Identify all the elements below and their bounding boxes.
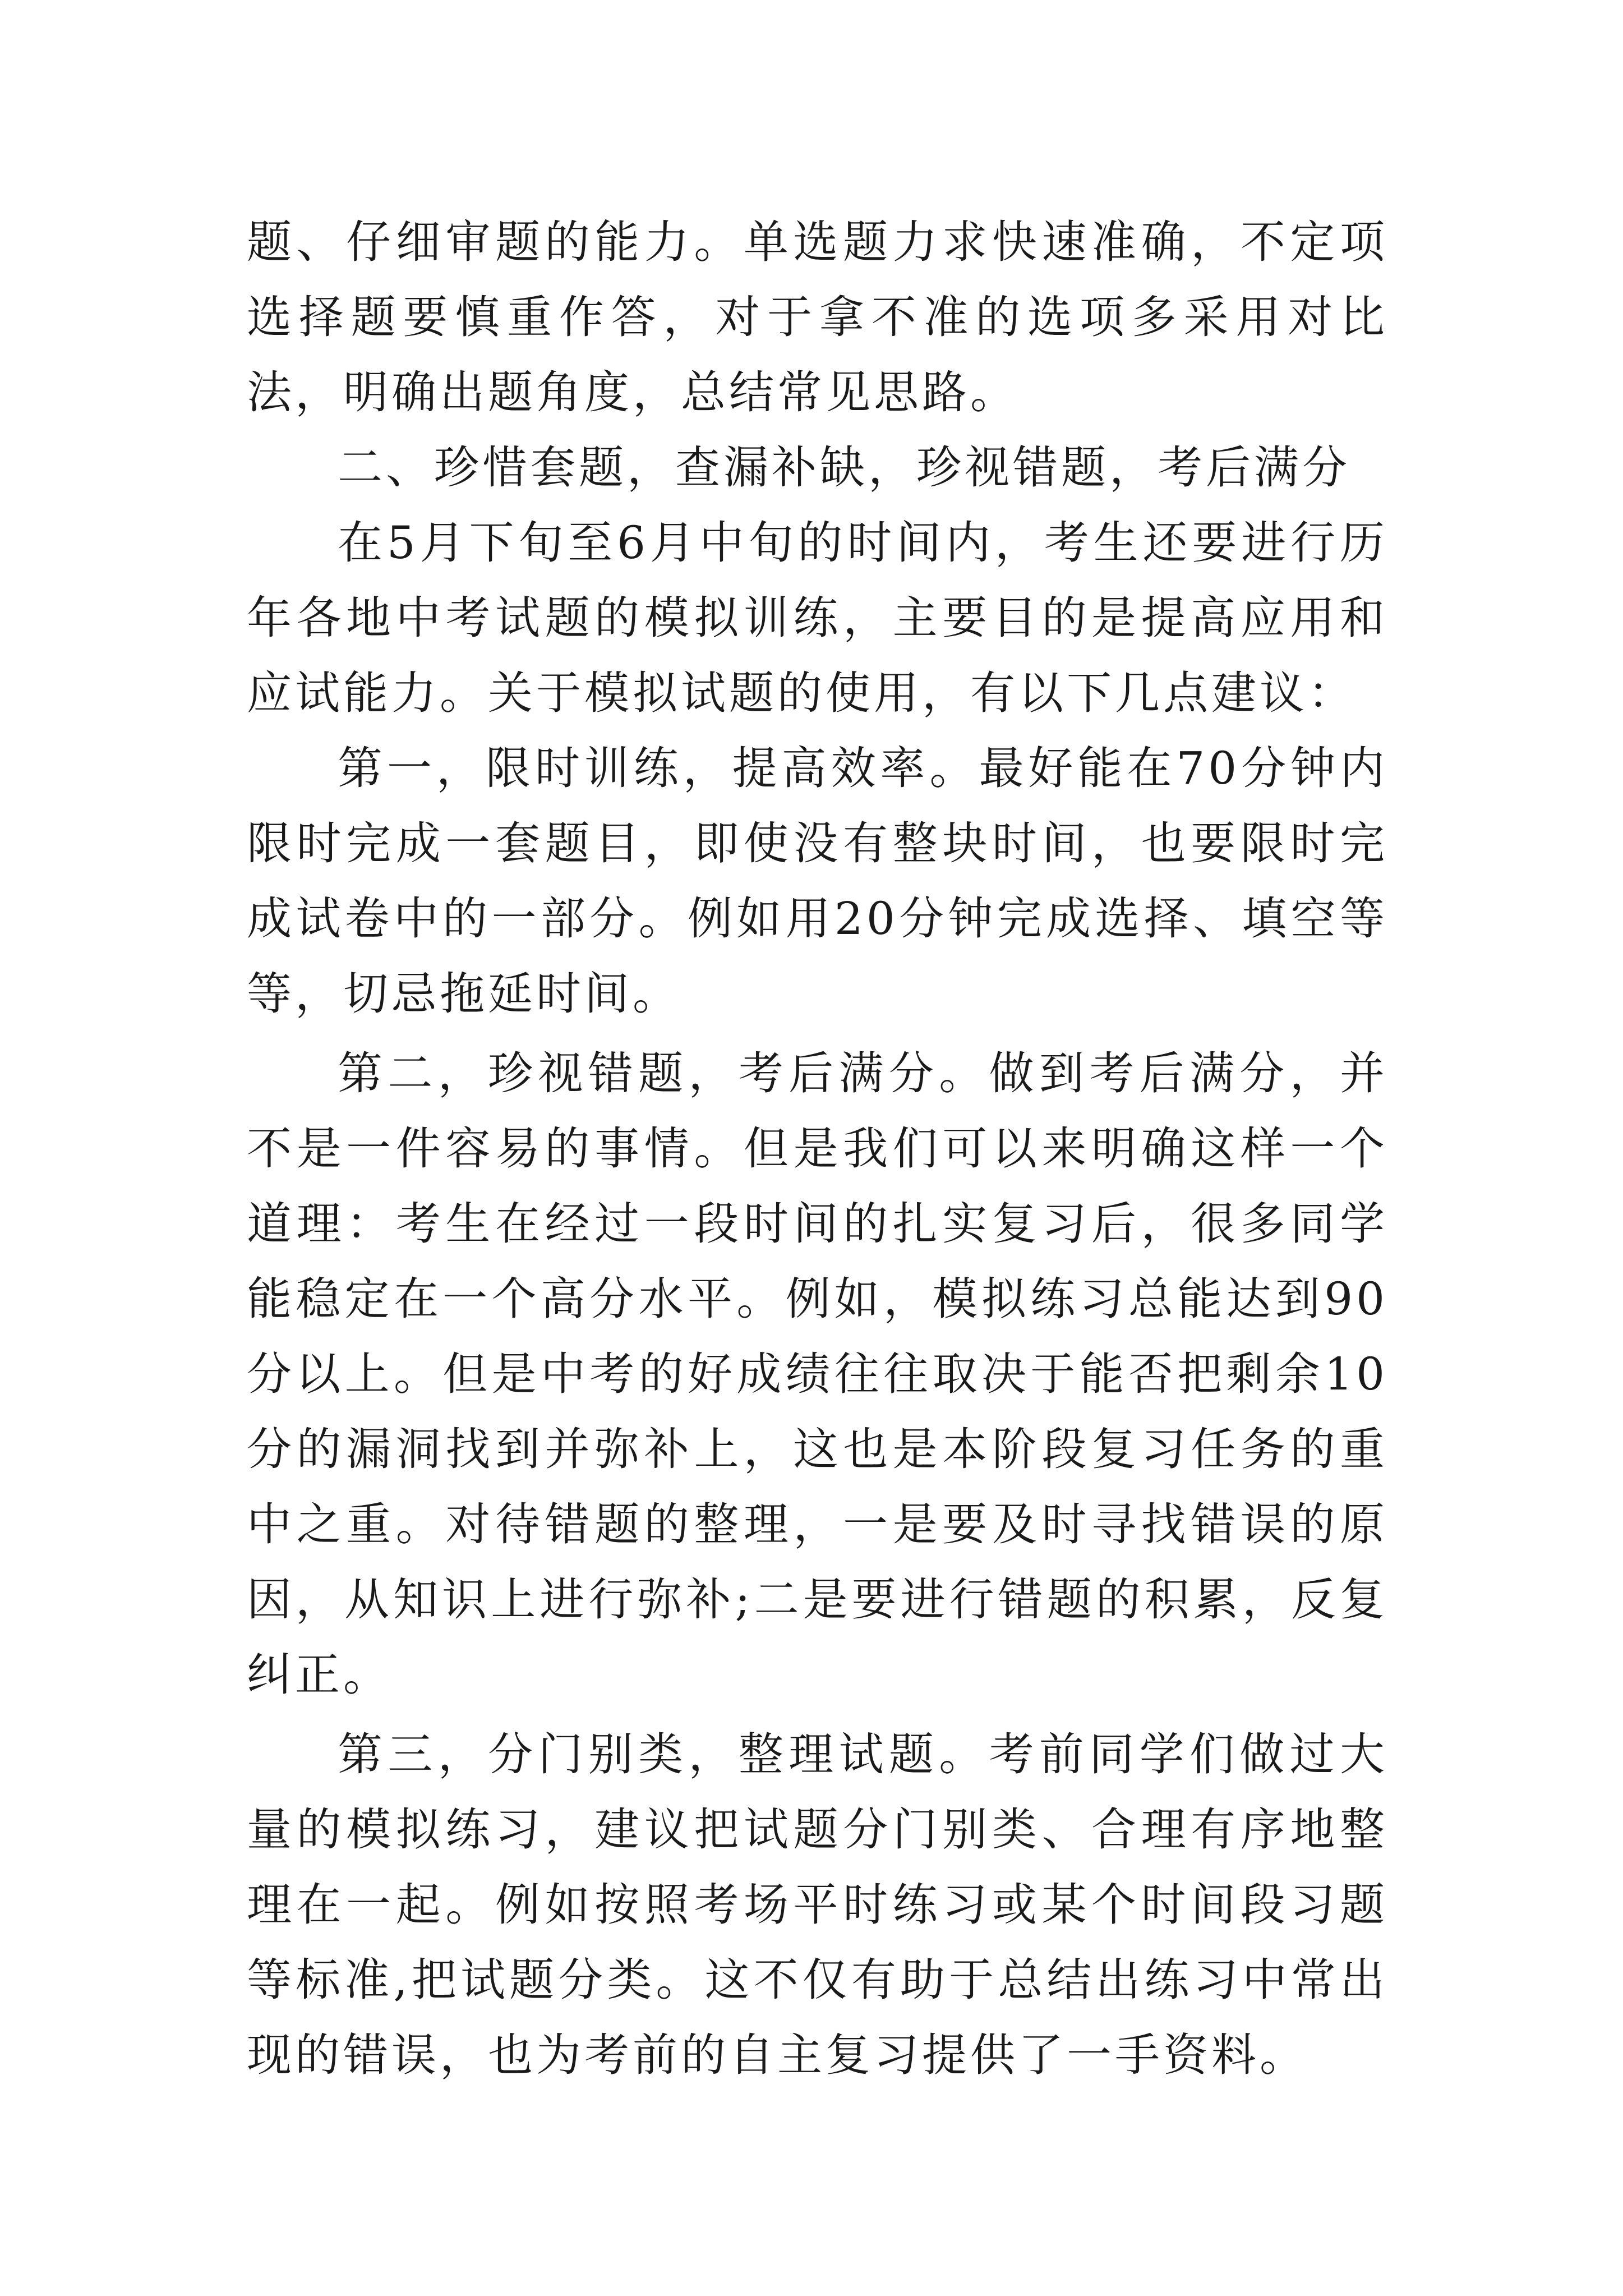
paragraph-intro: 在5月下旬至6月中旬的时间内，考生还要进行历年各地中考试题的模拟训练，主要目的是提高应用和应试能力。关于模拟试题的使用，有以下几点建议： xyxy=(247,517,1388,719)
paragraph-first-suggestion: 第一，限时训练，提高效率。最好能在70分钟内限时完成一套题目，即使没有整块时间，也要限时完成试卷中的一部分。例如用20分钟完成选择、填空等等，切忌拖延时间。 xyxy=(247,742,1388,1020)
document-body xyxy=(247,205,1388,2093)
section-heading: 二、珍惜套题，查漏补缺，珍视错题，考后满分 xyxy=(338,441,1350,494)
paragraph-continuation: 题、仔细审题的能力。单选题力求快速准确，不定项选择题要慎重作答，对于拿不准的选项多采用对比法，明确出题角度，总结常见思路。 xyxy=(247,216,1388,418)
paragraph-third-suggestion: 第三，分门别类，整理试题。考前同学们做过大量的模拟练习，建议把试题分门别类、合理有序地整理在一起。例如按照考场平时练习或某个时间段习题等标准,把试题分类。这不仅有助于总结出练习中常出现的错误，也为考前的自主复习提供了一手资料。 xyxy=(247,1728,1388,2081)
paragraph-second-suggestion: 第二，珍视错题，考后满分。做到考后满分，并不是一件容易的事情。但是我们可以来明确这样一个道理：考生在经过一段时间的扎实复习后，很多同学能稳定在一个高分水平。例如，模拟练习总能达到90分以上。但是中考的好成绩往往取决于能否把剩余10分的漏洞找到并弥补上，这也是本阶段复习任务的重中之重。对待错题的整理，一是要及时寻找错误的原因，从知识上进行弥补;二是要进行错题的积累，反复纠正。 xyxy=(247,1047,1388,1701)
